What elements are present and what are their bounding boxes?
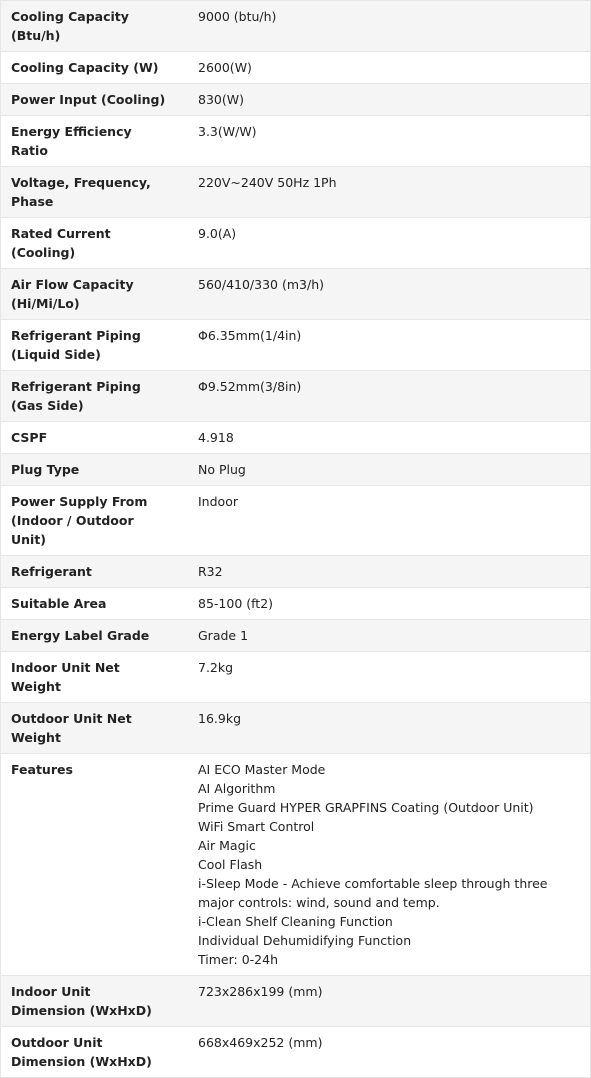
spec-label: Power Input (Cooling)	[1, 84, 179, 116]
feature-item: Individual Dehumidifying Function	[198, 933, 412, 948]
spec-row	[1, 556, 591, 588]
spec-value: 85-100 (ft2)	[178, 588, 591, 620]
features-list	[178, 754, 591, 976]
spec-row	[1, 1, 591, 52]
spec-label: Air Flow Capacity (Hi/Mi/Lo)	[1, 269, 179, 320]
spec-row	[1, 422, 591, 454]
feature-item: i-Sleep Mode - Achieve comfortable sleep through three major controls: wind, sound and temp.	[198, 876, 548, 910]
spec-label: Energy Label Grade	[1, 620, 179, 652]
spec-row	[1, 976, 591, 1027]
feature-item: WiFi Smart Control	[198, 819, 315, 834]
spec-label: Refrigerant Piping (Gas Side)	[1, 371, 179, 422]
spec-row	[1, 1027, 591, 1078]
spec-value: 3.3(W/W)	[178, 116, 591, 167]
spec-label: Plug Type	[1, 454, 179, 486]
spec-value: 723x286x199 (mm)	[178, 976, 591, 1027]
spec-value: 7.2kg	[178, 652, 591, 703]
spec-value: Grade 1	[178, 620, 591, 652]
spec-row	[1, 620, 591, 652]
features-label: Features	[1, 754, 179, 976]
spec-value: 668x469x252 (mm)	[178, 1027, 591, 1078]
spec-value: 9000 (btu/h)	[178, 1, 591, 52]
spec-label: CSPF	[1, 422, 179, 454]
spec-row	[1, 269, 591, 320]
spec-row	[1, 167, 591, 218]
spec-label: Indoor Unit Dimension (WxHxD)	[1, 976, 179, 1027]
spec-label: Refrigerant Piping (Liquid Side)	[1, 320, 179, 371]
feature-item: Air Magic	[198, 838, 256, 853]
spec-row	[1, 320, 591, 371]
spec-label: Outdoor Unit Net Weight	[1, 703, 179, 754]
spec-row	[1, 588, 591, 620]
spec-label: Cooling Capacity (Btu/h)	[1, 1, 179, 52]
spec-value: 220V~240V 50Hz 1Ph	[178, 167, 591, 218]
spec-value: Φ9.52mm(3/8in)	[178, 371, 591, 422]
spec-row	[1, 218, 591, 269]
feature-item: Timer: 0-24h	[198, 952, 278, 967]
spec-value: R32	[178, 556, 591, 588]
spec-label: Power Supply From (Indoor / Outdoor Unit)	[1, 486, 179, 556]
spec-row	[1, 703, 591, 754]
spec-value: Φ6.35mm(1/4in)	[178, 320, 591, 371]
spec-value: 2600(W)	[178, 52, 591, 84]
feature-item: AI ECO Master Mode	[198, 762, 326, 777]
spec-row	[1, 652, 591, 703]
spec-row	[1, 371, 591, 422]
feature-item: i-Clean Shelf Cleaning Function	[198, 914, 393, 929]
spec-value: 9.0(A)	[178, 218, 591, 269]
spec-value: 830(W)	[178, 84, 591, 116]
feature-item: Cool Flash	[198, 857, 263, 872]
spec-label: Voltage, Frequency, Phase	[1, 167, 179, 218]
spec-row	[1, 52, 591, 84]
spec-row	[1, 454, 591, 486]
spec-label: Outdoor Unit Dimension (WxHxD)	[1, 1027, 179, 1078]
spec-value: No Plug	[178, 454, 591, 486]
spec-label: Cooling Capacity (W)	[1, 52, 179, 84]
spec-label: Refrigerant	[1, 556, 179, 588]
spec-row	[1, 84, 591, 116]
spec-value: Indoor	[178, 486, 591, 556]
feature-item: AI Algorithm	[198, 781, 276, 796]
spec-row	[1, 486, 591, 556]
features-row	[1, 754, 591, 976]
spec-label: Rated Current (Cooling)	[1, 218, 179, 269]
spec-row	[1, 116, 591, 167]
spec-value: 4.918	[178, 422, 591, 454]
spec-label: Suitable Area	[1, 588, 179, 620]
spec-value: 16.9kg	[178, 703, 591, 754]
spec-label: Indoor Unit Net Weight	[1, 652, 179, 703]
spec-value: 560/410/330 (m3/h)	[178, 269, 591, 320]
feature-item: Prime Guard HYPER GRAPFINS Coating (Outdoor Unit)	[198, 800, 534, 815]
spec-label: Energy Efficiency Ratio	[1, 116, 179, 167]
